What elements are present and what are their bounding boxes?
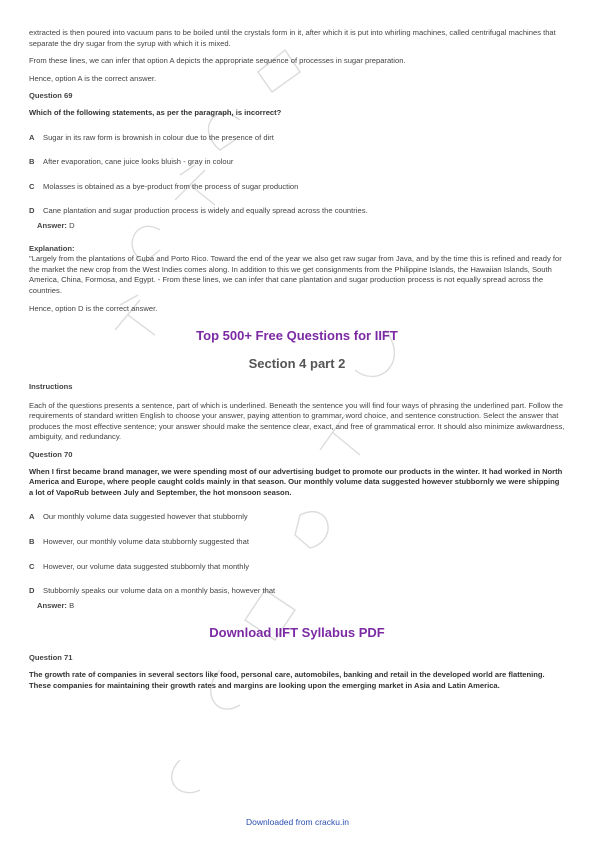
q69-option-b[interactable] <box>29 157 565 168</box>
q69-option-d[interactable] <box>29 206 565 217</box>
section-title: Section 4 part 2 <box>248 356 346 372</box>
footer-download-link[interactable]: Downloaded from cracku.in <box>246 817 349 827</box>
option-text: Our monthly volume data suggested however that stubbornly <box>43 512 248 522</box>
question-70-text: When I first became brand manager, we were spending most of our advertising budget to promote our products in the winter. It had worked in North America and Europe, where people caught colds mainly in that season. Our monthly volume data suggested however stubbornly we were shipping a lot of VapoRub between July and September, the hot monsoon season. <box>29 466 563 497</box>
promo-syllabus-link[interactable]: Download IIFT Syllabus PDF <box>209 625 385 641</box>
option-letter: D <box>29 206 35 216</box>
answer-label: Answer: <box>37 600 67 610</box>
q69-option-c[interactable] <box>29 182 565 193</box>
option-text: Cane plantation and sugar production process is widely and equally spread across the countries. <box>43 206 368 216</box>
question-71-heading: Question 71 <box>29 653 73 663</box>
question-71-text: The growth rate of companies in several sectors like food, personal care, automobiles, banking and retail in the developed world are flattening. These companies for maintaining their growth rates and margins are looking upon the emerging market in Asia and Latin America. <box>29 670 545 690</box>
answer-value: B <box>69 600 75 610</box>
option-letter: A <box>29 512 35 522</box>
q69-option-a[interactable] <box>29 133 565 144</box>
option-text: Stubbornly speaks our volume data on a monthly basis, however that <box>43 586 276 596</box>
explanation-title: Explanation: <box>29 243 75 253</box>
option-text: Molasses is obtained as a bye-product from the process of sugar production <box>43 181 299 191</box>
option-letter: D <box>29 586 35 596</box>
question-69-heading: Question 69 <box>29 91 73 101</box>
option-text: Sugar in its raw form is brownish in colour due to the presence of dirt <box>43 132 274 142</box>
q70-option-d[interactable] <box>29 586 565 597</box>
answer-label: Answer: <box>37 220 67 230</box>
option-letter: B <box>29 157 35 167</box>
option-letter: B <box>29 537 35 547</box>
option-letter: C <box>29 561 35 571</box>
answer-value: D <box>69 220 75 230</box>
q70-option-c[interactable] <box>29 562 565 573</box>
promo-top-500-link[interactable]: Top 500+ Free Questions for IIFT <box>196 328 398 344</box>
question-70-heading: Question 70 <box>29 450 73 460</box>
q69-answer <box>37 221 565 232</box>
hence-line-d: Hence, option D is the correct answer. <box>29 303 158 313</box>
option-text: However, our volume data suggested stubbornly that monthly <box>43 561 249 571</box>
hence-line-a: Hence, option A is the correct answer. <box>29 73 157 83</box>
question-69-text: Which of the following statements, as per the paragraph, is incorrect? <box>29 107 282 117</box>
instructions-heading: Instructions <box>29 382 73 392</box>
q70-option-b[interactable] <box>29 537 565 548</box>
explanation-text: "Largely from the plantations of Cuba and Porto Rico. Toward the end of the year we also get raw sugar from Java, and by the time this is refined and ready for the market the new crop from the West Indies comes along. In addition to this we get consignments from the Philippine Islands, the Hawaiian Islands, South America, China, Formosa, and Egypt. - From these lines, we can infer that cane plantation and sugar production process is not equally spread across the countries. <box>29 254 562 295</box>
q70-option-a[interactable] <box>29 512 565 523</box>
option-letter: C <box>29 181 35 191</box>
option-text: However, our monthly volume data stubbornly suggested that <box>43 537 249 547</box>
page-content <box>29 28 565 705</box>
option-letter: A <box>29 132 35 142</box>
q70-answer <box>37 601 565 612</box>
option-text: After evaporation, cane juice looks bluish - gray in colour <box>43 157 234 167</box>
intro-paragraph: extracted is then poured into vacuum pans to be boiled until the crystals form in it, after which it is put into whirling machines, called centrifugal machines that separate the dry sugar from the syrup with which it is mixed. <box>29 28 556 48</box>
instructions-text: Each of the questions presents a sentence, part of which is underlined. Beneath the sentence you will find four ways of phrasing the underlined part. Follow the requirements of standard written English to choose your answer, paying attention to grammar, word choice, and sentence construction. Select the answer that produces the most effective sentence; your answer should make the sentence clear, exact, and free of grammatical error. It should also minimize awkwardness, ambiguity, and redundancy. <box>29 400 565 442</box>
infer-line: From these lines, we can infer that option A depicts the appropriate sequence of processes in sugar preparation. <box>29 56 406 66</box>
